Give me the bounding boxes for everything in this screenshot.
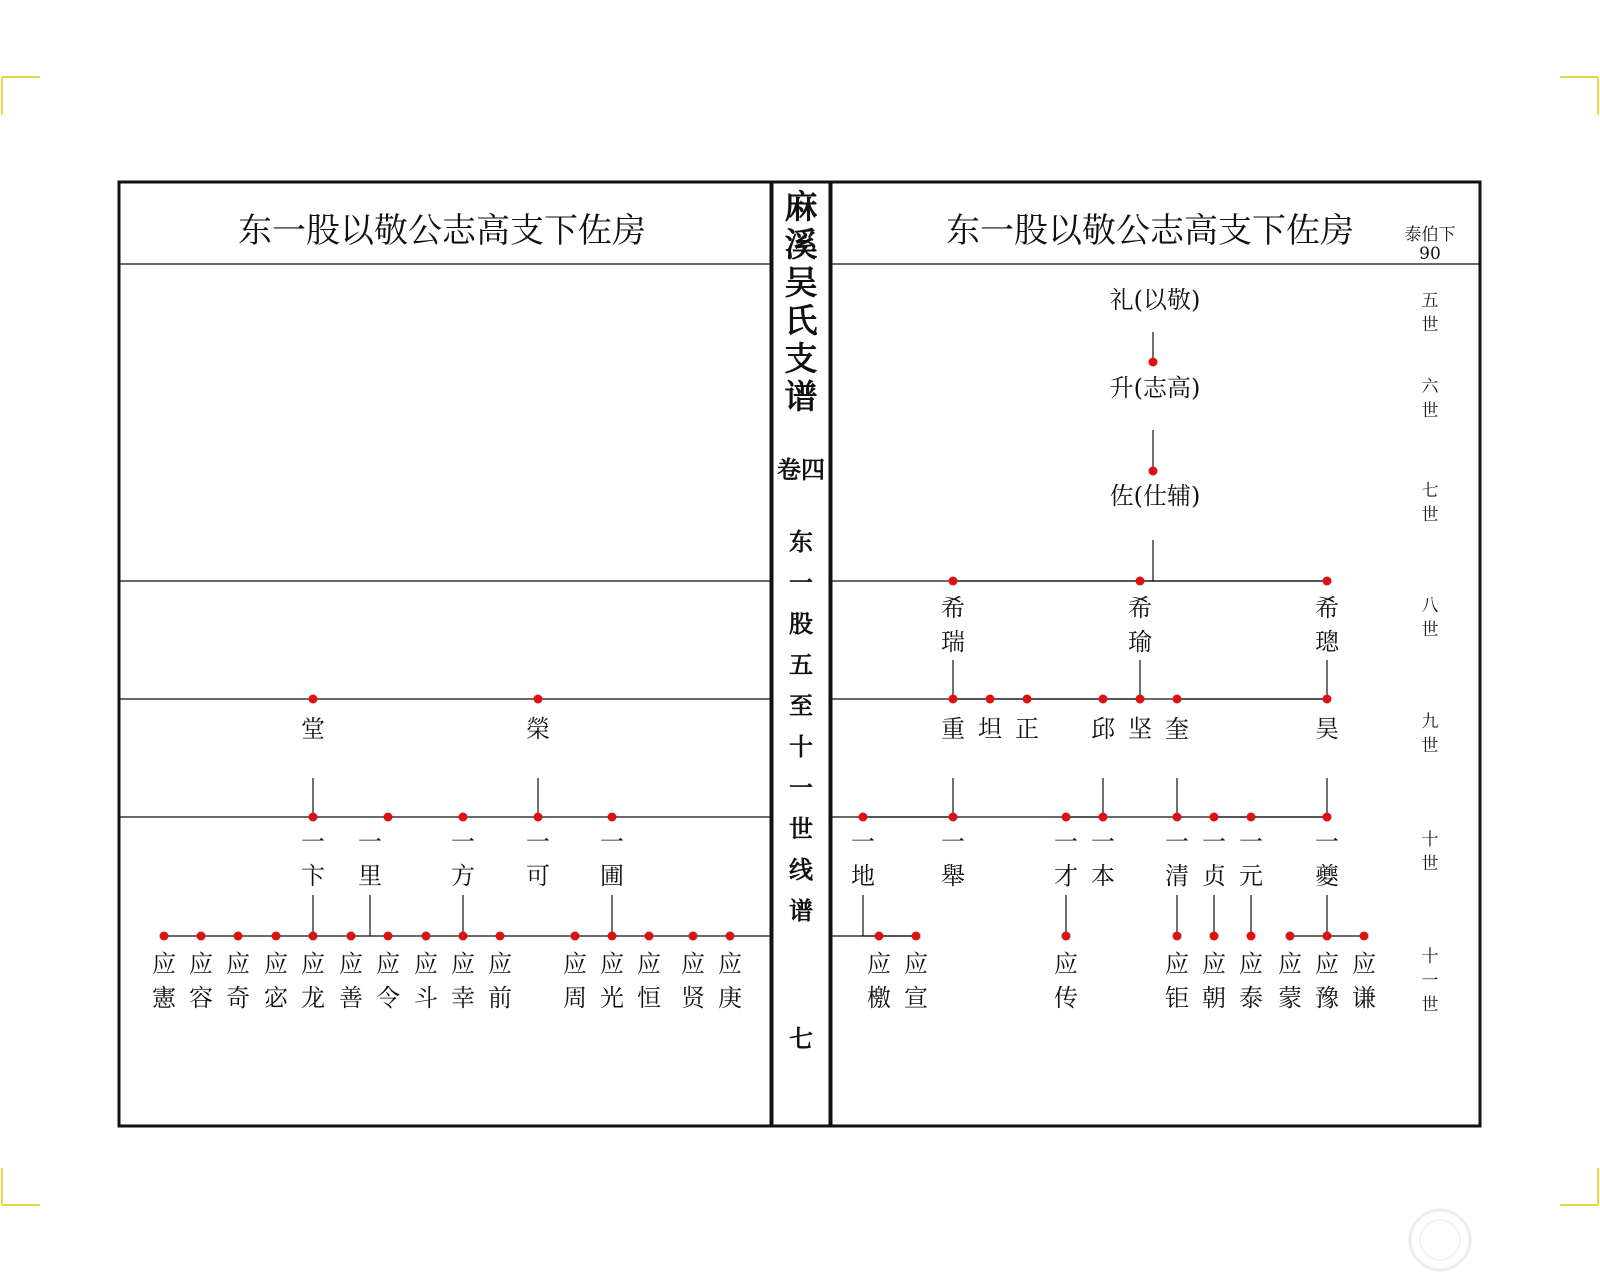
- gen11-dot: [1360, 932, 1369, 941]
- gen10-name-char: 地: [851, 862, 875, 890]
- gen11-dot: [459, 932, 468, 941]
- gen10-names: [851, 828, 1340, 890]
- spine-title-char: 谱: [784, 377, 818, 416]
- gen10-name-char: 卞: [301, 862, 325, 890]
- gen10-name-char: 圃: [600, 862, 624, 890]
- gen9-name: 坦: [978, 715, 1002, 743]
- gen8-dot: [949, 577, 958, 586]
- spine-title-char: 吴: [784, 263, 818, 302]
- gen11-name-char: 光: [600, 984, 624, 1012]
- gen10-dot: [534, 813, 543, 822]
- gen10-dot: [1099, 813, 1108, 822]
- gen10-name-char: 一: [358, 828, 382, 856]
- gen11-name-char: 谦: [1352, 984, 1376, 1012]
- gen11-dot: [234, 932, 243, 941]
- corner-number: 90: [1419, 244, 1441, 264]
- gen10-name-char: 舉: [941, 862, 965, 890]
- gen11-name-char: 前: [488, 984, 512, 1012]
- section-char: 一: [789, 774, 813, 802]
- gen10-dot: [1173, 813, 1182, 822]
- gen8-name-char: 希: [1128, 594, 1152, 622]
- gen10-name-char: 一: [1165, 828, 1189, 856]
- section-char: 一: [789, 569, 813, 597]
- section-char: 谱: [789, 897, 813, 925]
- gen11-dot: [1286, 932, 1295, 941]
- section-char: 五: [789, 651, 813, 679]
- left-page-title: 东一股以敬公志高支下佐房: [238, 211, 646, 251]
- spine-title-char: 支: [784, 339, 818, 378]
- gen11-name-char: 奇: [226, 984, 250, 1012]
- gen11-name-char: 应: [488, 950, 512, 978]
- lineage-name: 升(志高): [1109, 374, 1201, 402]
- gen-label-char: 六: [1421, 377, 1439, 397]
- gen11-name-char: 应: [600, 950, 624, 978]
- section-char: 至: [789, 692, 813, 720]
- gen-label-char: 九: [1421, 712, 1439, 732]
- gen9-name: 昊: [1315, 715, 1339, 743]
- gen11-name-char: 应: [264, 950, 288, 978]
- gen11-dot: [347, 932, 356, 941]
- gen9-dot: [1136, 695, 1145, 704]
- gen10-name-char: 可: [526, 862, 550, 890]
- left-tree: [152, 695, 742, 1013]
- gen11-names-left: [152, 950, 742, 1012]
- right-tree: [851, 286, 1376, 1012]
- generation-labels: [1422, 291, 1440, 1015]
- gen9-name: 邱: [1091, 715, 1115, 743]
- gen11-name-char: 应: [637, 950, 661, 978]
- lineage-name: 礼(以敬): [1109, 286, 1201, 314]
- gen9-dot: [309, 695, 318, 704]
- gen11-name-char: 传: [1054, 984, 1078, 1012]
- gen8-name-char: 璁: [1315, 628, 1339, 656]
- gen-label-char: 世: [1421, 995, 1439, 1015]
- gen9-name: 堂: [301, 715, 325, 743]
- gen-label-char: 五: [1421, 291, 1439, 311]
- gen11-name-char: 善: [339, 984, 363, 1012]
- gen11-name-char: 蒙: [1278, 984, 1302, 1012]
- lineage-dot: [1149, 467, 1158, 476]
- gen11-name-char: 应: [1239, 950, 1263, 978]
- gen8-dot: [1323, 577, 1332, 586]
- gen8-name-char: 瑞: [941, 628, 965, 656]
- gen11-name-char: 恒: [637, 984, 661, 1012]
- gen11-name-char: 令: [376, 984, 400, 1012]
- gen10-name-char: 元: [1239, 862, 1263, 890]
- page-number: 七: [789, 1025, 813, 1053]
- gen9-name: 坚: [1128, 715, 1152, 743]
- spine: [777, 187, 825, 1053]
- gen11-name-char: 应: [152, 950, 176, 978]
- gen-label-char: 世: [1421, 854, 1439, 874]
- gen10-dot: [949, 813, 958, 822]
- gen11-name-char: 应: [226, 950, 250, 978]
- gen9-dot: [986, 695, 995, 704]
- gen11-dot: [571, 932, 580, 941]
- gen8-name-char: 希: [1315, 594, 1339, 622]
- watermark-seal: [1410, 1210, 1470, 1270]
- gen9-dot: [1023, 695, 1032, 704]
- gen9-dot: [1173, 695, 1182, 704]
- gen11-dot: [309, 932, 318, 941]
- gen11-name-char: 豫: [1315, 984, 1339, 1012]
- gen11-name-char: 斗: [414, 984, 438, 1012]
- gen8-name-char: 瑜: [1128, 628, 1152, 656]
- gen10-name-char: 一: [1202, 828, 1226, 856]
- gen11-dot: [1323, 932, 1332, 941]
- spine-title-char: 麻: [784, 187, 818, 226]
- gen11-name-char: 应: [1165, 950, 1189, 978]
- gen-label-char: 世: [1421, 505, 1439, 525]
- gen10-name-char: 一: [1091, 828, 1115, 856]
- gen11-name-char: 宓: [264, 984, 288, 1012]
- spine-title-char: 溪: [784, 225, 818, 264]
- gen-label-char: 世: [1421, 736, 1439, 756]
- gen11-name-char: 应: [339, 950, 363, 978]
- gen9-dot: [949, 695, 958, 704]
- gen11-name-char: 应: [1315, 950, 1339, 978]
- gen-label-char: 十: [1421, 947, 1439, 967]
- gen11-name-char: 龙: [301, 984, 325, 1012]
- gen11-dot: [1247, 932, 1256, 941]
- section-char: 股: [789, 610, 813, 638]
- gen8-name-char: 希: [941, 594, 965, 622]
- gen10-dot: [1323, 813, 1332, 822]
- section-char: 东: [789, 528, 813, 556]
- corner-note: 泰伯下: [1404, 225, 1456, 245]
- gen10-name-char: 一: [1315, 828, 1339, 856]
- gen10-name-char: 里: [358, 862, 382, 890]
- gen11-name-char: 应: [1202, 950, 1226, 978]
- gen10-dot: [608, 813, 617, 822]
- section-char: 线: [789, 856, 813, 884]
- gen10-dot: [384, 813, 393, 822]
- gen9-name: 重: [941, 715, 965, 743]
- gen11-name-char: 应: [718, 950, 742, 978]
- gen10-name-char: 一: [451, 828, 475, 856]
- lineage-dot: [1149, 358, 1158, 367]
- gen11-dot: [1062, 932, 1071, 941]
- gen11-dot: [1210, 932, 1219, 941]
- gen11-dot: [422, 932, 431, 941]
- gen9-dot: [534, 695, 543, 704]
- gen11-name-char: 应: [681, 950, 705, 978]
- gen10-name-char: 一: [1239, 828, 1263, 856]
- gen11-name-char: 应: [867, 950, 891, 978]
- gen11-name-char: 贤: [681, 984, 705, 1012]
- gen-label-char: 八: [1421, 596, 1439, 616]
- gen10-name-char: 一: [941, 828, 965, 856]
- gen10-name-char: 一: [1054, 828, 1078, 856]
- gen10-name-char: 方: [451, 862, 475, 890]
- gen9-name: 奎: [1165, 715, 1189, 743]
- gen10-name-char: 一: [600, 828, 624, 856]
- gen11-name-char: 应: [301, 950, 325, 978]
- gen10-dot: [1062, 813, 1071, 822]
- gen11-name-char: 泰: [1239, 984, 1263, 1012]
- gen-label-char: 世: [1421, 315, 1439, 335]
- right-page-title: 东一股以敬公志高支下佐房: [946, 211, 1354, 251]
- gen11-name-char: 应: [1352, 950, 1376, 978]
- gen10-dot: [1247, 813, 1256, 822]
- gen11-dot: [272, 932, 281, 941]
- gen9-dot: [1323, 695, 1332, 704]
- gen11-name-char: 檄: [867, 984, 891, 1012]
- gen10-name-char: 贞: [1202, 862, 1226, 890]
- gen11-dot: [384, 932, 393, 941]
- gen11-names-right: [867, 950, 1376, 1012]
- gen11-dot: [608, 932, 617, 941]
- gen11-name-char: 容: [189, 984, 213, 1012]
- gen10-name-char: 一: [301, 828, 325, 856]
- gen11-dot: [645, 932, 654, 941]
- gen11-name-char: 应: [1278, 950, 1302, 978]
- gen11-dot: [496, 932, 505, 941]
- gen-label-char: 一: [1421, 971, 1439, 991]
- gen11-dot: [912, 932, 921, 941]
- gen-label-char: 世: [1421, 620, 1439, 640]
- gen11-dot: [160, 932, 169, 941]
- gen10-dot: [309, 813, 318, 822]
- gen11-name-char: 朝: [1202, 984, 1226, 1012]
- gen-label-char: 十: [1421, 830, 1439, 850]
- gen11-dot: [875, 932, 884, 941]
- gen11-name-char: 应: [904, 950, 928, 978]
- volume-label: 卷四: [777, 456, 825, 484]
- gen10-name-char: 夔: [1315, 862, 1339, 890]
- gen9-name: 榮: [526, 715, 550, 743]
- lineage-name: 佐(仕辅): [1109, 482, 1201, 510]
- gen10-name-char: 才: [1054, 862, 1078, 890]
- gen11-dot: [689, 932, 698, 941]
- gen11-name-char: 憲: [152, 984, 176, 1012]
- gen9-dot: [1099, 695, 1108, 704]
- gen10-name-char: 一: [851, 828, 875, 856]
- gen10-name-char: 清: [1165, 862, 1189, 890]
- gen11-dot: [1173, 932, 1182, 941]
- section-char: 十: [789, 733, 813, 761]
- gen10-names-left: [301, 828, 624, 890]
- gen11-name-char: 庚: [718, 984, 742, 1012]
- gen10-name-char: 本: [1091, 862, 1115, 890]
- gen-label-char: 世: [1421, 401, 1439, 421]
- gen9-name: 正: [1015, 715, 1039, 743]
- gen11-dot: [197, 932, 206, 941]
- gen11-name-char: 应: [1054, 950, 1078, 978]
- gen11-name-char: 应: [376, 950, 400, 978]
- gen11-name-char: 幸: [451, 984, 475, 1012]
- gen11-name-char: 钜: [1165, 984, 1189, 1012]
- gen10-dot: [859, 813, 868, 822]
- gen11-dot: [726, 932, 735, 941]
- section-char: 世: [789, 815, 813, 843]
- gen11-name-char: 应: [189, 950, 213, 978]
- gen11-name-char: 周: [563, 984, 587, 1012]
- gen11-name-char: 应: [414, 950, 438, 978]
- gen11-name-char: 宣: [904, 984, 928, 1012]
- spine-title-char: 氏: [784, 301, 818, 340]
- gen11-name-char: 应: [451, 950, 475, 978]
- gen-label-char: 七: [1421, 481, 1439, 501]
- gen10-name-char: 一: [526, 828, 550, 856]
- gen10-dot: [1210, 813, 1219, 822]
- gen10-dot: [459, 813, 468, 822]
- gen11-name-char: 应: [563, 950, 587, 978]
- gen8-dot: [1136, 577, 1145, 586]
